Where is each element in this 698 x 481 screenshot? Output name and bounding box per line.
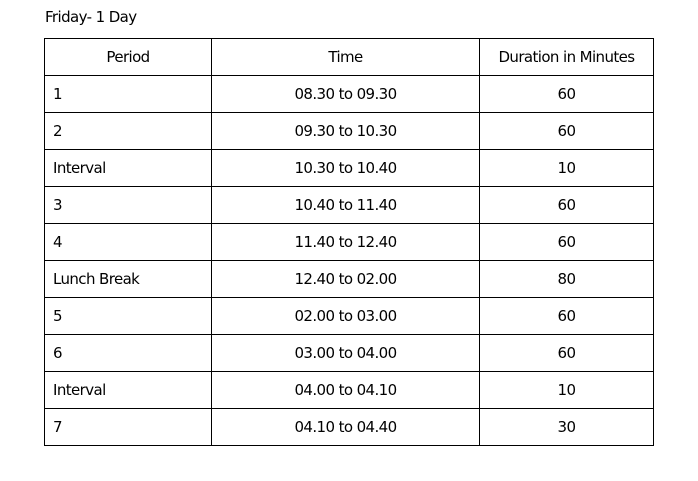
duration-cell: 60 (480, 76, 654, 113)
header-duration: Duration in Minutes (480, 39, 654, 76)
table-row (45, 76, 654, 113)
period-cell: 1 (45, 76, 212, 113)
table-row (45, 150, 654, 187)
table-row (45, 261, 654, 298)
time-cell: 04.00 to 04.10 (212, 372, 480, 409)
time-cell: 04.10 to 04.40 (212, 409, 480, 446)
period-cell: 2 (45, 113, 212, 150)
time-cell: 10.30 to 10.40 (212, 150, 480, 187)
time-cell: 08.30 to 09.30 (212, 76, 480, 113)
period-cell: 3 (45, 187, 212, 224)
table-row (45, 335, 654, 372)
duration-cell: 30 (480, 409, 654, 446)
header-period: Period (45, 39, 212, 76)
time-cell: 03.00 to 04.00 (212, 335, 480, 372)
time-cell: 12.40 to 02.00 (212, 261, 480, 298)
duration-cell: 10 (480, 150, 654, 187)
time-cell: 02.00 to 03.00 (212, 298, 480, 335)
period-cell: 4 (45, 224, 212, 261)
duration-cell: 60 (480, 187, 654, 224)
period-cell: 5 (45, 298, 212, 335)
duration-cell: 80 (480, 261, 654, 298)
period-cell: Lunch Break (45, 261, 212, 298)
schedule-table (44, 38, 654, 446)
header-row (45, 39, 654, 76)
table-row (45, 298, 654, 335)
table-body (45, 76, 654, 446)
duration-cell: 60 (480, 298, 654, 335)
period-cell: Interval (45, 372, 212, 409)
header-time: Time (212, 39, 480, 76)
table-header (45, 39, 654, 76)
time-cell: 09.30 to 10.30 (212, 113, 480, 150)
duration-cell: 10 (480, 372, 654, 409)
table-row (45, 224, 654, 261)
period-cell: Interval (45, 150, 212, 187)
duration-cell: 60 (480, 335, 654, 372)
table-row (45, 372, 654, 409)
time-cell: 10.40 to 11.40 (212, 187, 480, 224)
duration-cell: 60 (480, 224, 654, 261)
table-row (45, 409, 654, 446)
time-cell: 11.40 to 12.40 (212, 224, 480, 261)
table-row (45, 113, 654, 150)
table-row (45, 187, 654, 224)
period-cell: 7 (45, 409, 212, 446)
document-title: Friday- 1 Day (45, 8, 137, 26)
duration-cell: 60 (480, 113, 654, 150)
period-cell: 6 (45, 335, 212, 372)
